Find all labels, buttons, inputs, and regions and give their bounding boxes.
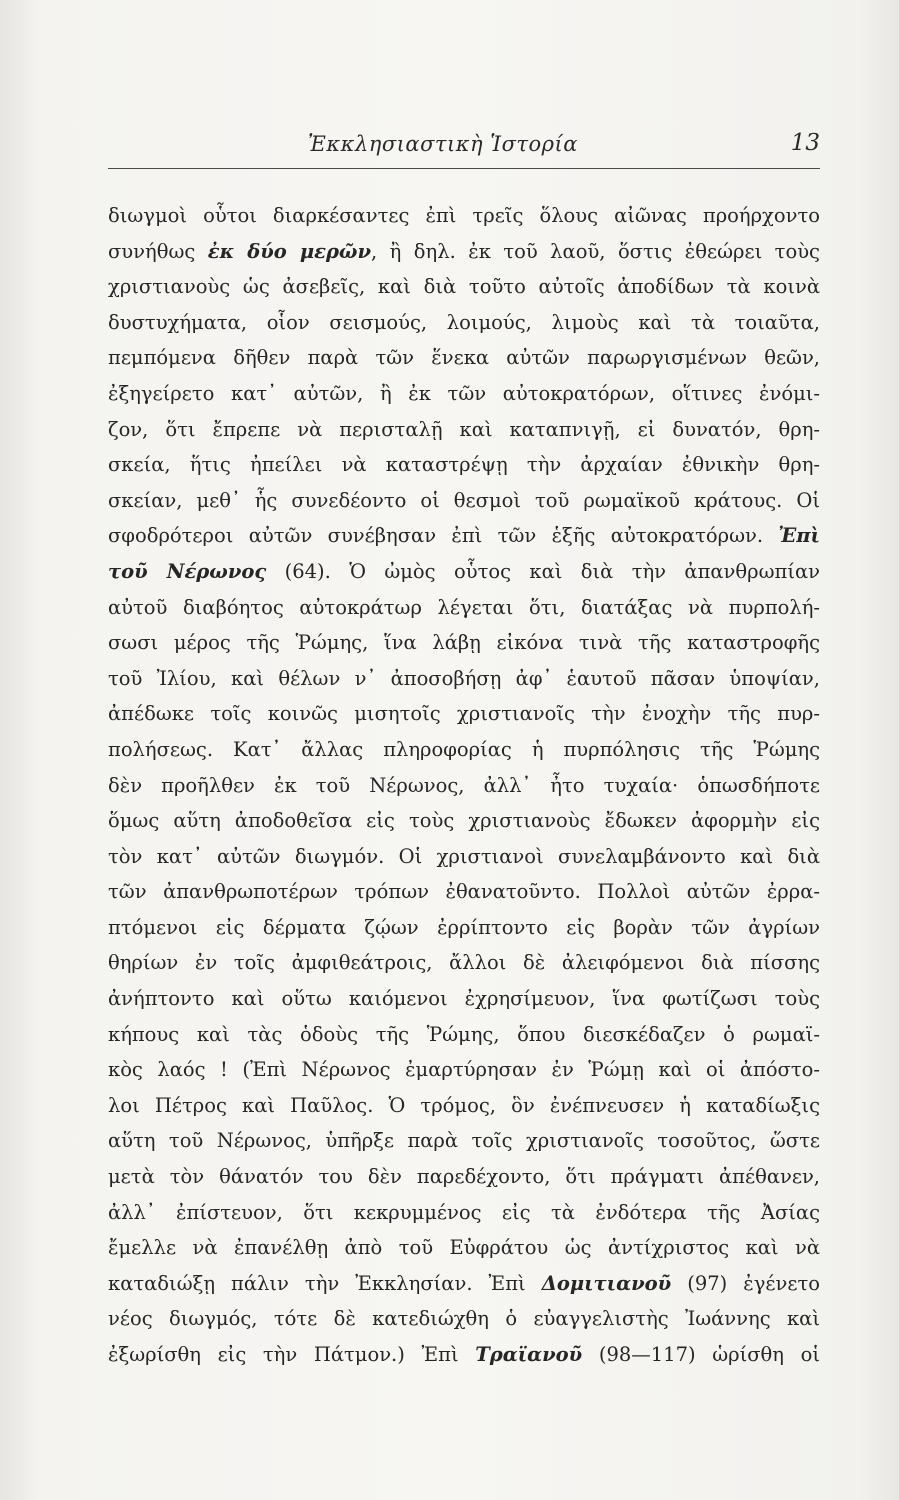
body-text bbox=[108, 198, 820, 1373]
text-line: τῶν ἀπανθρωποτέρων τρόπων ἐθανατοῦντο. Πολλοὶ αὐτῶν ἐρρα- bbox=[108, 880, 820, 904]
text-line: καταδιώξῃ πάλιν τὴν Ἐκκλησίαν. Ἐπὶ Δομιτιανοῦ (97) ἐγένετο bbox=[108, 1271, 820, 1295]
running-header bbox=[108, 128, 820, 164]
text-line: σφοδρότεροι αὐτῶν συνέβησαν ἐπὶ τῶν ἑξῆς αὐτοκρατόρων. Ἐπὶ bbox=[108, 524, 820, 548]
text-line: μετὰ τὸν θάνατόν του δὲν παρεδέχοντο, ὅτι πράγματι ἀπέθανεν, bbox=[108, 1165, 820, 1189]
text-line: κήπους καὶ τὰς ὁδοὺς τῆς Ῥώμης, ὅπου διεσκέδαζεν ὁ ρωμαϊ- bbox=[108, 1022, 820, 1046]
emphasis: Ἐπὶ bbox=[778, 524, 820, 548]
text-line: τοῦ Ἰλίου, καὶ θέλων ν᾽ ἀποσοβήσῃ ἀφ᾽ ἑαυτοῦ πᾶσαν ὑποψίαν, bbox=[108, 666, 820, 690]
text-line: ἀπέδωκε τοῖς κοινῶς μισητοῖς χριστιανοῖς τὴν ἐνοχὴν τῆς πυρ- bbox=[108, 702, 820, 726]
header-rule bbox=[108, 168, 820, 169]
text-line: σκείαν, μεθ᾽ ἧς συνεδέοντο οἱ θεσμοὶ τοῦ ρωμαϊκοῦ κράτους. Οἱ bbox=[108, 488, 820, 512]
page-number: 13 bbox=[790, 130, 820, 156]
text-line: ἔμελλε νὰ ἐπανέλθῃ ἀπὸ τοῦ Εὐφράτου ὡς ἀντίχριστος καὶ νὰ bbox=[108, 1236, 820, 1260]
text-line: διωγμοὶ οὗτοι διαρκέσαντες ἐπὶ τρεῖς ὅλους αἰῶνας προήρχοντο bbox=[108, 204, 820, 227]
running-title: Ἐκκλησιαστικὴ Ἱστορία bbox=[308, 132, 578, 156]
text-line: σκεία, ἥτις ἠπείλει νὰ καταστρέψῃ τὴν ἀρχαίαν ἐθνικὴν θρη- bbox=[108, 453, 820, 477]
text-line: κὸς λαός ! (Ἐπὶ Νέρωνος ἐμαρτύρησαν ἐν Ῥώμῃ καὶ οἱ ἀπόστο- bbox=[108, 1058, 820, 1082]
emphasis: Τραϊανοῦ bbox=[475, 1343, 583, 1366]
text-line: πεμπόμενα δῆθεν παρὰ τῶν ἕνεκα αὐτῶν παρωργισμένων θεῶν, bbox=[108, 346, 820, 370]
text-line: τοῦ Νέρωνος (64). Ὁ ὠμὸς οὗτος καὶ διὰ τὴν ἀπανθρωπίαν bbox=[108, 559, 820, 583]
text-line: χριστιανοὺς ὡς ἀσεβεῖς, καὶ διὰ τοῦτο αὐτοῖς ἀποδίδων τὰ κοινὰ bbox=[108, 275, 820, 299]
text-line: λοι Πέτρος καὶ Παῦλος. Ὁ τρόμος, ὃν ἐνέπνευσεν ἡ καταδίωξις bbox=[108, 1093, 820, 1117]
text-line: σωσι μέρος τῆς Ῥώμης, ἵνα λάβῃ εἰκόνα τινὰ τῆς καταστροφῆς bbox=[108, 631, 820, 655]
text-line: ὅμως αὕτη ἀποδοθεῖσα εἰς τοὺς χριστιανοὺς ἔδωκεν ἀφορμὴν εἰς bbox=[108, 809, 820, 833]
text-line: ζον, ὅτι ἔπρεπε νὰ περισταλῇ καὶ καταπνιγῇ, εἰ δυνατόν, θρη- bbox=[108, 417, 820, 441]
emphasis: τοῦ Νέρωνος bbox=[108, 559, 267, 583]
text-line: ἐξηγείρετο κατ᾽ αὐτῶν, ἢ ἐκ τῶν αὐτοκρατόρων, οἵτινες ἐνόμι- bbox=[108, 381, 820, 405]
text-line: θηρίων ἐν τοῖς ἀμφιθεάτροις, ἄλλοι δὲ ἀλειφόμενοι διὰ πίσσης bbox=[108, 951, 820, 975]
text-line: ἐξωρίσθη εἰς τὴν Πάτμον.) Ἐπὶ Τραϊανοῦ (98—117) ὡρίσθη οἱ bbox=[108, 1343, 820, 1366]
text-line: πτόμενοι εἰς δέρματα ζῴων ἐρρίπτοντο εἰς βορὰν τῶν ἀγρίων bbox=[108, 915, 820, 939]
text-line: ἀλλ᾽ ἐπίστευον, ὅτι κεκρυμμένος εἰς τὰ ἐνδότερα τῆς Ἀσίας bbox=[108, 1200, 820, 1224]
text-line: αὐτοῦ διαβόητος αὐτοκράτωρ λέγεται ὅτι, διατάξας νὰ πυρπολή- bbox=[108, 595, 820, 619]
emphasis: Δομιτιανοῦ bbox=[541, 1271, 672, 1295]
text-line: πολήσεως. Κατ᾽ ἄλλας πληροφορίας ἡ πυρπόλησις τῆς Ῥώμης bbox=[108, 737, 820, 761]
text-line: νέος διωγμός, τότε δὲ κατεδιώχθη ὁ εὐαγγελιστὴς Ἰωάννης καὶ bbox=[108, 1307, 820, 1331]
text-line: δὲν προῆλθεν ἐκ τοῦ Νέρωνος, ἀλλ᾽ ἦτο τυχαία· ὁπωσδήποτε bbox=[108, 773, 820, 797]
text-line: δυστυχήματα, οἷον σεισμούς, λοιμούς, λιμοὺς καὶ τὰ τοιαῦτα, bbox=[108, 310, 820, 334]
text-line: συνήθως ἐκ δύο μερῶν, ἢ δηλ. ἐκ τοῦ λαοῦ, ὅστις ἐθεώρει τοὺς bbox=[108, 239, 820, 263]
emphasis: ἐκ δύο μερῶν bbox=[207, 239, 372, 263]
text-line: αὕτη τοῦ Νέρωνος, ὑπῆρξε παρὰ τοῖς χριστιανοῖς τοσοῦτος, ὥστε bbox=[108, 1129, 820, 1153]
text-line: τὸν κατ᾽ αὐτῶν διωγμόν. Οἱ χριστιανοὶ συνελαμβάνοντο καὶ διὰ bbox=[108, 844, 820, 868]
text-line: ἀνήπτοντο καὶ οὕτω καιόμενοι ἐχρησίμευον, ἵνα φωτίζωσι τοὺς bbox=[108, 987, 820, 1011]
